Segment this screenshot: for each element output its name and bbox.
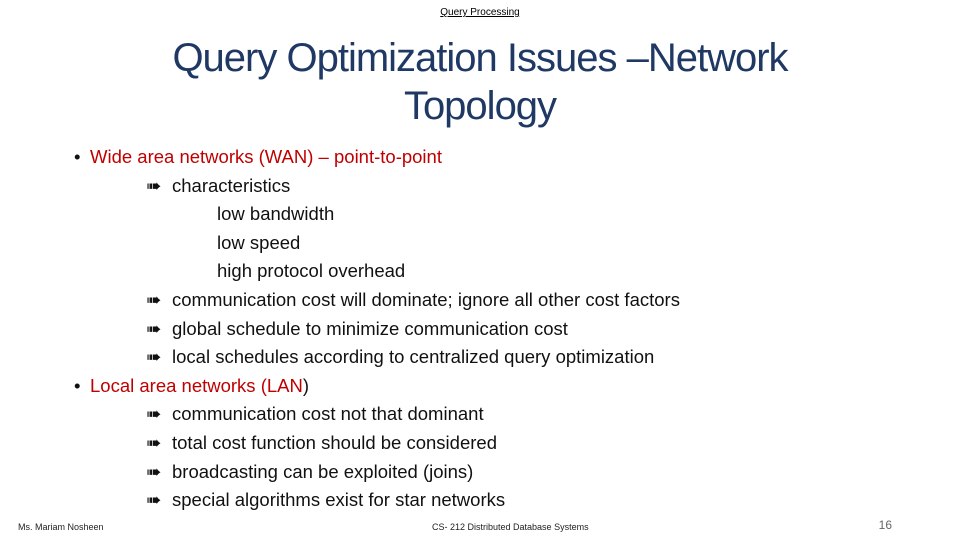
wan-heading: Wide area networks (WAN) – point-to-point [90,146,442,167]
page-number: 16 [878,518,892,532]
arrow-icon: ➠ [146,460,162,482]
section-link[interactable]: Query Processing [440,7,520,18]
wan-characteristics-item [74,172,834,201]
arrow-icon: ➠ [146,403,162,425]
footer-course: CS- 212 Distributed Database Systems [432,522,589,532]
lan-point [74,458,834,487]
wan-point-text: global schedule to minimize communication cost [172,317,568,339]
lan-point-text: special algorithms exist for star networks [172,489,506,511]
wan-point-text: communication cost will dominate; ignore all other cost factors [172,288,680,310]
footer-author: Ms. Mariam Nosheen [18,522,104,532]
characteristic-item: low speed [217,231,301,253]
arrow-icon: ➠ [146,174,162,196]
slide-title-line-2: Topology [403,84,557,128]
lan-point-text: communication cost not that dominant [172,403,484,425]
lan-point [74,429,834,458]
wan-point [74,315,834,344]
characteristic-item: low bandwidth [217,203,335,225]
slide-title-line-1: Query Optimization Issues –Network [172,36,788,80]
lan-heading-tail: ) [302,374,310,396]
arrow-icon: ➠ [146,431,162,453]
arrow-icon: ➠ [146,288,162,310]
wan-point [74,343,834,372]
bullet-dot-icon: • [74,146,81,167]
arrow-icon: ➠ [146,346,162,368]
bullet-wan [74,143,834,172]
lan-point-text: broadcasting can be exploited (joins) [172,460,474,482]
arrow-icon: ➠ [146,317,162,339]
slide-title [80,34,880,130]
characteristic-item: high protocol overhead [217,260,406,282]
wan-point-text: local schedules according to centralized query optimization [172,346,655,368]
wan-point [74,286,834,315]
arrow-icon: ➠ [146,489,162,511]
bullet-dot-icon: • [74,374,81,396]
lan-point [74,486,834,515]
lan-heading: Local area networks (LAN [90,374,303,396]
bullet-lan [74,372,834,401]
slide-body [74,143,834,515]
lan-point-text: total cost function should be considered [172,431,497,453]
lan-point [74,400,834,429]
characteristics-label: characteristics [172,174,291,196]
